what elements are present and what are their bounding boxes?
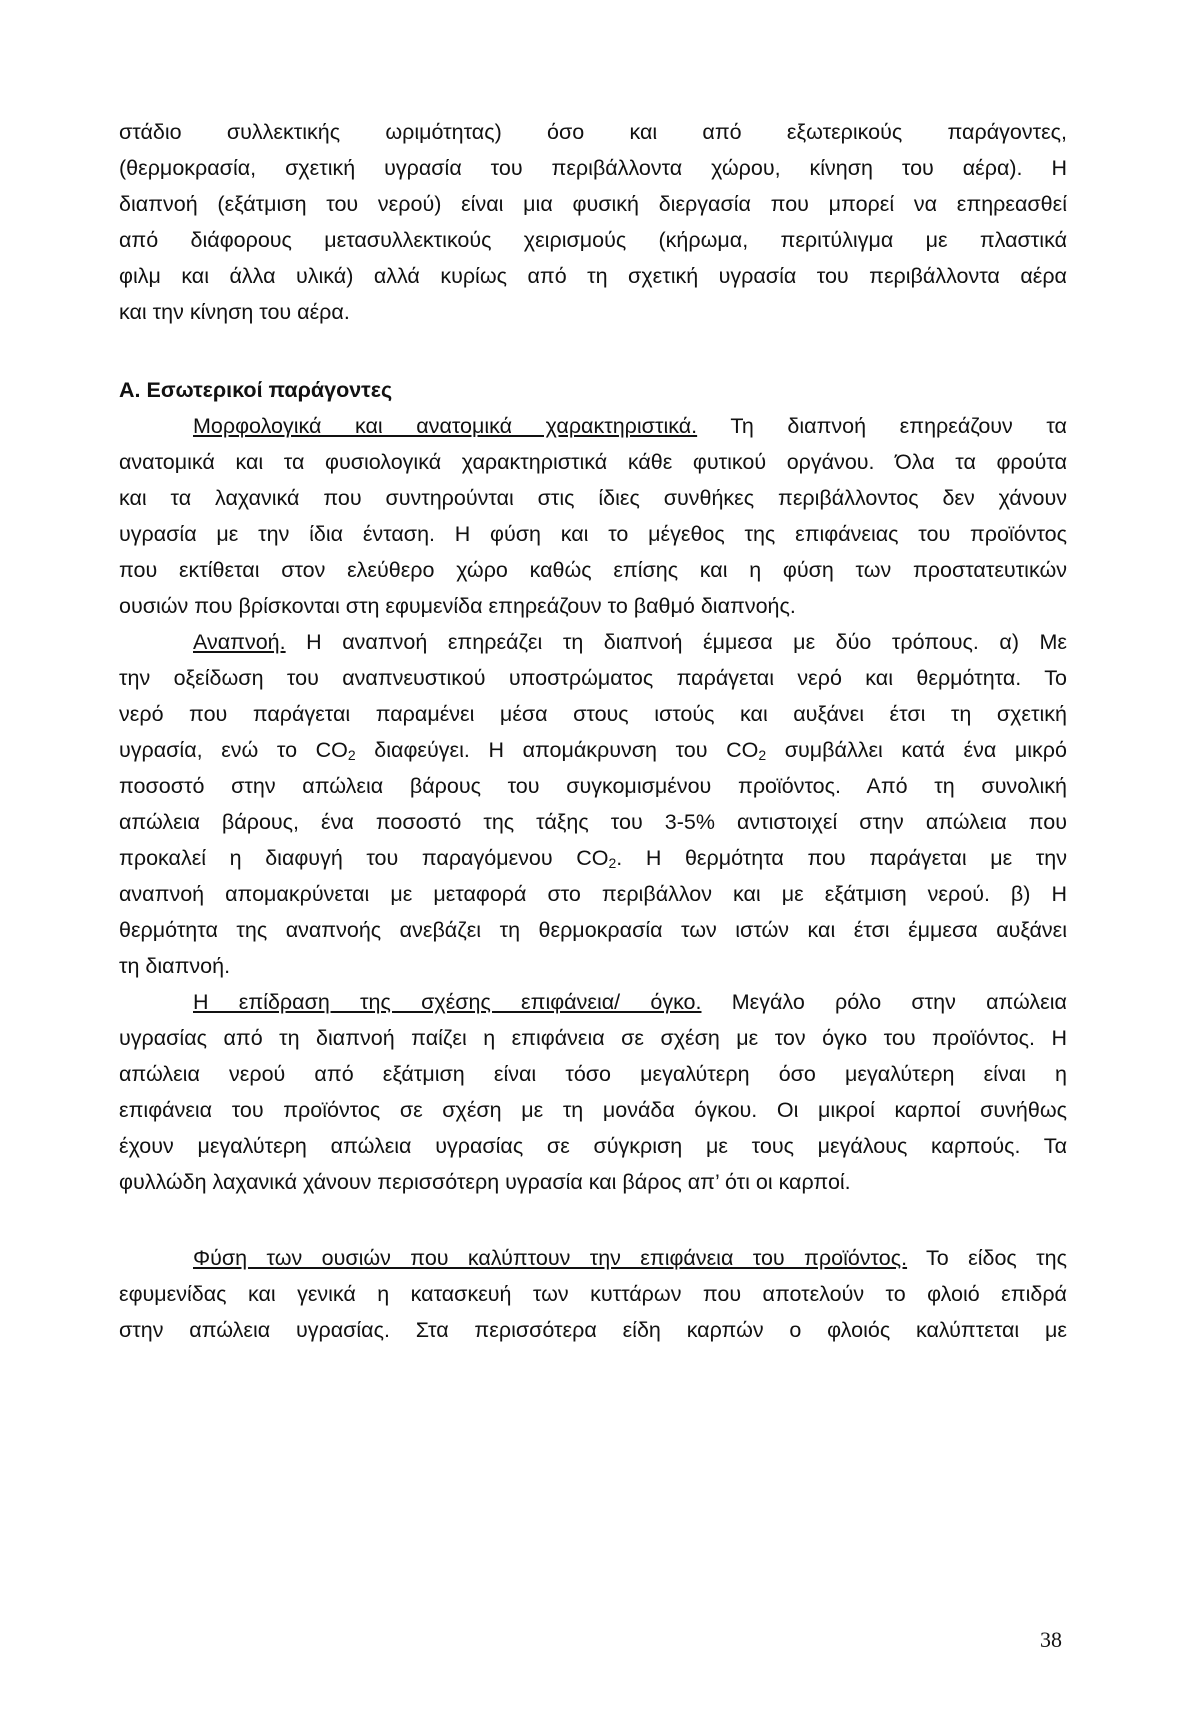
text-line: τη διαπνοή. bbox=[119, 954, 231, 978]
paragraph-intro bbox=[119, 114, 1067, 330]
text-line: την οξείδωση του αναπνευστικού υποστρώματος παράγεται νερό και θερμότητα. Το bbox=[119, 666, 1067, 690]
text-line: υγρασίας από τη διαπνοή παίζει η επιφάνεια σε σχέση με τον όγκο του προϊόντος. Η bbox=[119, 1026, 1067, 1050]
text-line: (θερμοκρασία, σχετική υγρασία του περιβάλλοντα χώρου, κίνηση του αέρα). Η bbox=[119, 156, 1067, 180]
text-line: ουσιών που βρίσκονται στη εφυμενίδα επηρεάζουν το βαθμό διαπνοής. bbox=[119, 594, 796, 618]
paragraph-respiration bbox=[119, 624, 1067, 984]
text-line: αναπνοή απομακρύνεται με μεταφορά στο περιβάλλον και με εξάτμιση νερού. β) Η bbox=[119, 882, 1067, 906]
text-line: και την κίνηση του αέρα. bbox=[119, 300, 350, 324]
text-line: εφυμενίδας και γενικά η κατασκευή των κυττάρων που αποτελούν το φλοιό επιδρά bbox=[119, 1282, 1067, 1306]
subscript: 2 bbox=[608, 855, 617, 871]
text-line: νερό που παράγεται παραμένει μέσα στους ιστούς και αυξάνει έτσι τη σχετική bbox=[119, 702, 1067, 726]
page-body bbox=[119, 114, 1067, 1348]
subsection-title: Μορφολογικά και ανατομικά χαρακτηριστικά. bbox=[193, 414, 698, 438]
text-line bbox=[119, 984, 1067, 1020]
text-line bbox=[119, 624, 1067, 660]
text-fragment: . Η θερμότητα που παράγεται με την bbox=[616, 846, 1067, 870]
text-line: φυλλώδη λαχανικά χάνουν περισσότερη υγρασία και βάρος απ’ ότι οι καρποί. bbox=[119, 1170, 851, 1194]
text-fragment: υγρασία, ενώ το CO bbox=[119, 738, 348, 762]
text-line: έχουν μεγαλύτερη απώλεια υγρασίας σε σύγκριση με τους μεγάλους καρπούς. Τα bbox=[119, 1134, 1067, 1158]
text-line: από διάφορους μετασυλλεκτικούς χειρισμούς (κήρωμα, περιτύλιγμα με πλαστικά bbox=[119, 228, 1067, 252]
text-line bbox=[119, 840, 1067, 876]
text-fragment: προκαλεί η διαφυγή του παραγόμενου CO bbox=[119, 846, 609, 870]
text-fragment: Τη διαπνοή επηρεάζουν τα bbox=[697, 414, 1067, 438]
text-line: στάδιο συλλεκτικής ωριμότητας) όσο και από εξωτερικούς παράγοντες, bbox=[119, 120, 1067, 144]
text-line: διαπνοή (εξάτμιση του νερού) είναι μια φυσική διεργασία που μπορεί να επηρεασθεί bbox=[119, 192, 1067, 216]
paragraph-morphology bbox=[119, 408, 1067, 624]
paragraph-coating bbox=[119, 1240, 1067, 1348]
text-line: επιφάνεια του προϊόντος σε σχέση με τη μονάδα όγκου. Οι μικροί καρποί συνήθως bbox=[119, 1098, 1067, 1122]
subsection-title: Αναπνοή. bbox=[193, 630, 286, 654]
text-line: φιλμ και άλλα υλικά) αλλά κυρίως από τη σχετική υγρασία του περιβάλλοντα αέρα bbox=[119, 264, 1067, 288]
paragraph-surface bbox=[119, 984, 1067, 1200]
text-fragment: διαφεύγει. Η απομάκρυνση του CO bbox=[355, 738, 759, 762]
text-fragment: Μεγάλο ρόλο στην απώλεια bbox=[701, 990, 1067, 1014]
text-line bbox=[119, 1240, 1067, 1276]
text-line: υγρασία με την ίδια ένταση. Η φύση και το μέγεθος της επιφάνειας του προϊόντος bbox=[119, 522, 1067, 546]
spacer bbox=[119, 330, 1067, 372]
text-line: που εκτίθεται στον ελεύθερο χώρο καθώς επίσης και η φύση των προστατευτικών bbox=[119, 558, 1067, 582]
text-line: ανατομικά και τα φυσιολογικά χαρακτηριστικά κάθε φυτικού οργάνου. Όλα τα φρούτα bbox=[119, 450, 1067, 474]
text-line: θερμότητα της αναπνοής ανεβάζει τη θερμοκρασία των ιστών και έτσι έμμεσα αυξάνει bbox=[119, 918, 1067, 942]
text-line bbox=[119, 732, 1067, 768]
section-heading: A. Εσωτερικοί παράγοντες bbox=[119, 378, 393, 402]
subsection-title: Φύση των ουσιών που καλύπτουν την επιφάνεια του προϊόντος. bbox=[193, 1246, 908, 1270]
subscript: 2 bbox=[347, 747, 356, 763]
text-line: στην απώλεια υγρασίας. Στα περισσότερα είδη καρπών ο φλοιός καλύπτεται με bbox=[119, 1318, 1067, 1342]
spacer bbox=[119, 1200, 1067, 1240]
text-line: απώλεια νερού από εξάτμιση είναι τόσο μεγαλύτερη όσο μεγαλύτερη είναι η bbox=[119, 1062, 1067, 1086]
page-number: 38 bbox=[1040, 1627, 1062, 1652]
subscript: 2 bbox=[758, 747, 767, 763]
text-fragment: συμβάλλει κατά ένα μικρό bbox=[766, 738, 1067, 762]
text-fragment: Η αναπνοή επηρεάζει τη διαπνοή έμμεσα με δύο τρόπους. α) Με bbox=[285, 630, 1067, 654]
subsection-title: Η επίδραση της σχέσης επιφάνεια/ όγκο. bbox=[193, 990, 702, 1014]
text-line: ποσοστό στην απώλεια βάρους του συγκομισμένου προϊόντος. Από τη συνολική bbox=[119, 774, 1067, 798]
text-fragment: Το είδος της bbox=[907, 1246, 1067, 1270]
text-line: και τα λαχανικά που συντηρούνται στις ίδιες συνθήκες περιβάλλοντος δεν χάνουν bbox=[119, 486, 1067, 510]
text-line: απώλεια βάρους, ένα ποσοστό της τάξης του 3-5% αντιστοιχεί στην απώλεια που bbox=[119, 810, 1067, 834]
text-line bbox=[119, 408, 1067, 444]
